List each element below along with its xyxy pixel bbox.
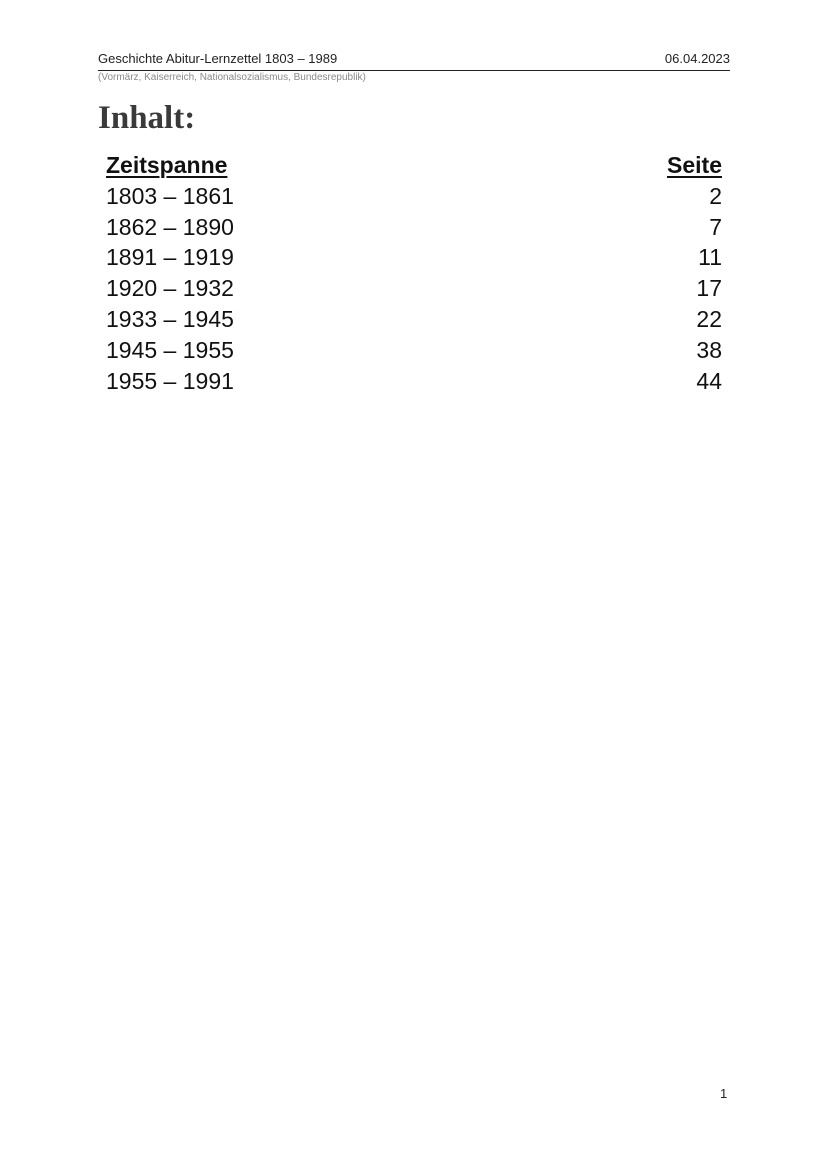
toc-page: 2 <box>709 182 722 209</box>
table-of-contents <box>106 152 722 398</box>
page-header <box>98 50 730 71</box>
toc-row <box>106 306 722 337</box>
toc-row <box>106 275 722 306</box>
toc-period: 1955 – 1991 <box>106 367 234 394</box>
toc-period: 1803 – 1861 <box>106 182 234 209</box>
toc-column-period: Zeitspanne <box>106 152 228 178</box>
toc-period: 1945 – 1955 <box>106 336 234 363</box>
toc-page: 17 <box>696 275 722 302</box>
toc-column-page: Seite <box>667 152 722 178</box>
toc-row <box>106 214 722 245</box>
toc-page: 11 <box>698 244 722 271</box>
header-date: 06.04.2023 <box>664 51 730 66</box>
toc-period: 1862 – 1890 <box>106 213 234 240</box>
toc-header-row <box>106 152 722 183</box>
toc-row <box>106 337 722 368</box>
toc-period: 1933 – 1945 <box>106 305 234 332</box>
toc-page: 7 <box>709 213 722 240</box>
toc-period: 1920 – 1932 <box>106 275 234 302</box>
page-title: Inhalt: <box>98 100 196 136</box>
toc-row <box>106 183 722 214</box>
toc-row <box>106 368 722 399</box>
header-title: Geschichte Abitur-Lernzettel 1803 – 1989 <box>98 51 338 66</box>
page-number: 1 <box>720 1086 728 1101</box>
toc-page: 44 <box>696 367 722 394</box>
toc-page: 22 <box>696 305 722 332</box>
toc-row <box>106 244 722 275</box>
toc-period: 1891 – 1919 <box>106 244 234 271</box>
header-subtitle: (Vormärz, Kaiserreich, Nationalsozialismus, Bundesrepublik) <box>98 72 366 83</box>
toc-page: 38 <box>696 336 722 363</box>
